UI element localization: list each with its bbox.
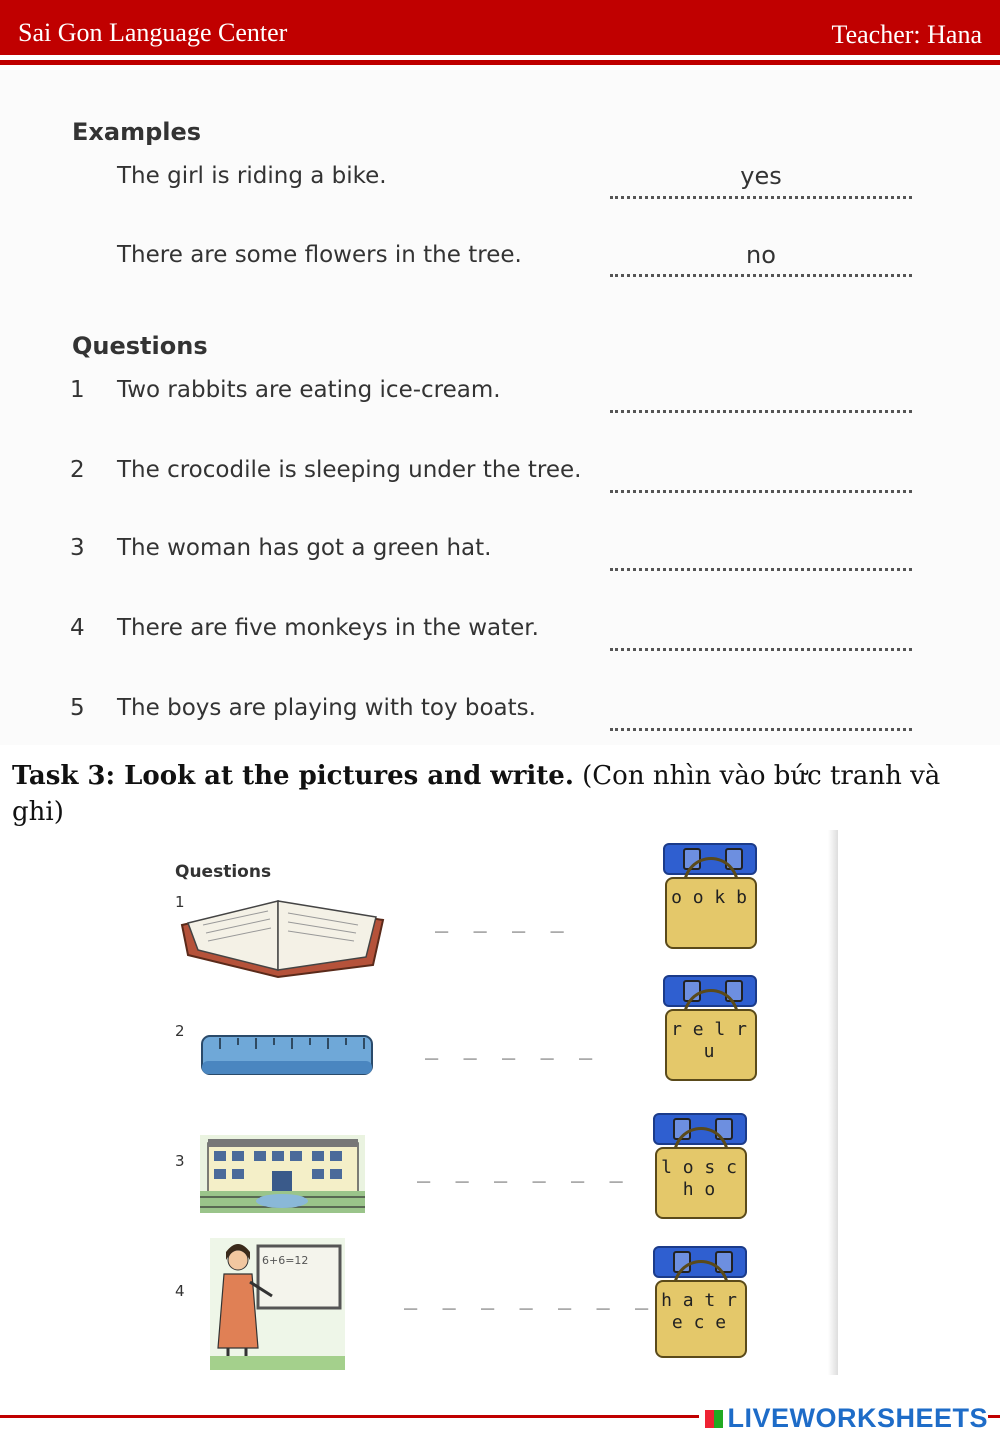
picture-number: 4 — [175, 1282, 185, 1300]
question-number: 4 — [70, 615, 85, 641]
ruler-icon — [200, 1033, 375, 1078]
scrambled-letters: l o s c h o — [661, 1157, 737, 1200]
task3-instruction — [12, 758, 992, 830]
answer-line[interactable] — [610, 628, 912, 651]
picture-number: 3 — [175, 1152, 185, 1170]
answer-line — [610, 176, 912, 199]
header-bar — [0, 0, 1000, 55]
word-blanks[interactable]: _ _ _ _ _ _ — [417, 1158, 629, 1183]
logo-text: LIVEWORKSHEETS — [727, 1403, 988, 1433]
word-blanks[interactable]: _ _ _ _ — [435, 908, 570, 933]
question-number: 1 — [70, 377, 85, 403]
question-sentence: There are five monkeys in the water. — [117, 615, 539, 641]
answer-line[interactable] — [610, 390, 912, 413]
question-number: 5 — [70, 695, 85, 721]
example-sentence: There are some flowers in the tree. — [117, 242, 522, 268]
question-sentence: The crocodile is sleeping under the tree. — [117, 457, 582, 483]
scrambled-letters: r e l r u — [671, 1019, 747, 1062]
answer-line[interactable] — [610, 548, 912, 571]
letter-bag — [663, 843, 755, 953]
task3-subtitle: (Con nhìn vào bức tranh và ghi) — [12, 761, 941, 827]
logo-icon — [705, 1410, 723, 1428]
word-blanks[interactable]: _ _ _ _ _ _ _ — [404, 1285, 655, 1310]
book-icon — [178, 895, 390, 980]
examples-heading: Examples — [72, 118, 202, 146]
question-sentence: The woman has got a green hat. — [117, 535, 492, 561]
scrambled-letters: o o k b — [671, 887, 747, 908]
task3-title: Task 3: Look at the pictures and write. — [12, 761, 574, 791]
picture-number: 1 — [175, 893, 185, 911]
example-sentence: The girl is riding a bike. — [117, 163, 387, 189]
page-edge — [828, 830, 838, 1375]
question-number: 2 — [70, 457, 85, 483]
header-divider — [0, 60, 1000, 65]
answer-line[interactable] — [610, 470, 912, 493]
questions-heading: Questions — [72, 332, 208, 360]
picture-questions-heading: Questions — [175, 862, 272, 882]
letter-bag — [653, 1246, 745, 1361]
question-sentence: Two rabbits are eating ice-cream. — [117, 377, 501, 403]
word-blanks[interactable]: _ _ _ _ _ — [425, 1035, 599, 1060]
scrambled-letters: h a t r e c e — [661, 1290, 737, 1333]
example-answer: yes — [740, 162, 782, 190]
example-answer: no — [746, 241, 776, 269]
teacher-icon — [210, 1238, 345, 1370]
question-sentence: The boys are playing with toy boats. — [117, 695, 536, 721]
picture-number: 2 — [175, 1022, 185, 1040]
svg-text:6+6=12: 6+6=12 — [262, 1254, 309, 1267]
answer-line — [610, 254, 912, 277]
question-number: 3 — [70, 535, 85, 561]
center-name: Sai Gon Language Center — [18, 18, 288, 47]
liveworksheets-logo — [699, 1403, 988, 1434]
school-icon — [200, 1135, 365, 1213]
answer-line[interactable] — [610, 708, 912, 731]
letter-bag — [663, 975, 755, 1085]
teacher-name: Teacher: Hana — [831, 20, 982, 49]
letter-bag — [653, 1113, 745, 1223]
